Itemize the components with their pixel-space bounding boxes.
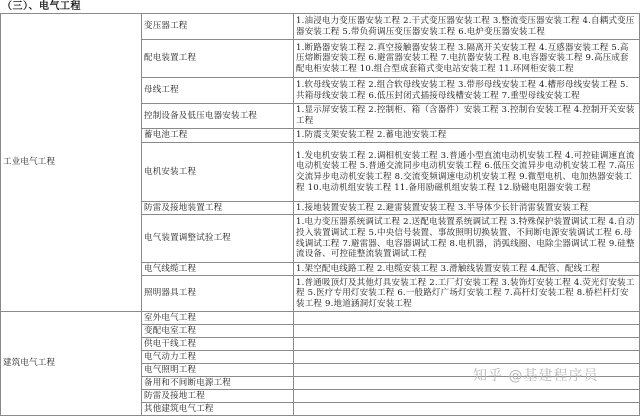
subcategory-lighting-fixtures: 照明器具工程 [142, 276, 294, 312]
items-control-low-voltage: 1.显示屏安装工程 2.控制柜、箱（含器件）安装工程 3.控制台安装工程 4.控制开关安装工程 [294, 104, 640, 129]
subcategory-transformer: 变压器工程 [142, 14, 294, 40]
items-empty [294, 351, 640, 364]
items-transformer: 1.油浸电力变压器安装工程 2.干式变压器安装工程 3.整流变压器安装工程 4.自耦式变压器安装工程 5.带负荷调压变压器安装工程 6.电炉变压器安装工程 [294, 14, 640, 40]
subcategory-other-building-electrical: 其他建筑电气工程 [142, 403, 294, 416]
subcategory-feeder-trunk: 供电干线工程 [142, 338, 294, 351]
category-building-electrical: 建筑电气工程 [1, 312, 142, 416]
subcategory-control-low-voltage: 控制设备及低压电器安装工程 [142, 104, 294, 129]
category-industrial-electrical: 工业电气工程 [1, 14, 142, 312]
items-distribution-device: 1.断路器安装工程 2.真空接触器安装工程 3.隔离开关安装工程 4.互感器安装工程 5.高压熔断器安装工程 6.避雷器安装工程 7.电抗器安装工程 8.电容器安装工程 9.高压成套配电柜安装工程 10.组合型成套箱式变电站安装工程 11.环网柜安装工程 [294, 40, 640, 78]
subcategory-cable: 电气线缆工程 [142, 263, 294, 276]
items-empty [294, 325, 640, 338]
electrical-engineering-table [0, 13, 640, 416]
items-empty [294, 390, 640, 403]
items-lightning-grounding: 1.接地装置安装工程 2.避雷装置安装工程 3.半导体少长针消雷装置安装工程 [294, 202, 640, 215]
items-empty [294, 338, 640, 351]
items-empty [294, 312, 640, 325]
items-commissioning-test: 1.电力变压器系统调试工程 2.送配电装置系统调试工程 3.特殊保护装置调试工程 4.自动投入装置调试工程 5.中央信号装置、事故照明切换装置、不间断电源安装调试工程 6.母线调试工程 7.避雷器、电容器调试工程 8.电机器，消弧线圈、电除尘器调试工程 9.硅整流设备、可控硅整流装置调试工程 [294, 215, 640, 263]
subcategory-electrical-lighting: 电气照明工程 [142, 364, 294, 377]
subcategory-lightning-grounding: 防雷及接地装置工程 [142, 202, 294, 215]
subcategory-motor-installation: 电机安装工程 [142, 143, 294, 202]
items-battery: 1.防震支架安装工程 2.蓄电池安装工程 [294, 129, 640, 143]
items-motor-installation: 1.发电机安装工程 2.调相机安装工程 3.普通小型直流电动机安装工程 4.可控硅调速直流电动机安装工程 5.普通交流同步电动机安装工程 6.低压交流异步电动机安装工程 7.高压交流异步电动机安装工程 8.交流变频调速电动机安装工程 9.微型电机、电加热器安装工程 10.电动机组安装工程 11.备用励磁机组安装工程 12.励磁电阻器安装工程 [294, 143, 640, 202]
watermark-text: 知乎 @基建程序员 [473, 368, 599, 384]
items-lighting-fixtures: 1.普通吸顶灯及其他灯具安装工程 2.工厂灯安装工程 3.装饰灯安装工程 4.荧光灯安装工程 5.医疗专用灯安装工程 6.一般路灯广场灯安装工程 7.高杆灯安装工程 8.桥栏杆灯安装工程 9.地道涵洞灯安装工程 [294, 276, 640, 312]
subcategory-backup-ups: 备用和不间断电源工程 [142, 377, 294, 390]
table-row [1, 14, 640, 40]
items-cable: 1.架空配电线路工程 2.电缆安装工程 3.滑触线装置安装工程 4.配管、配线工程 [294, 263, 640, 276]
subcategory-electrical-power: 电气动力工程 [142, 351, 294, 364]
subcategory-lightning-grounding-building: 防雷及接地工程 [142, 390, 294, 403]
items-empty [294, 403, 640, 416]
subcategory-busbar: 母线工程 [142, 78, 294, 104]
table-row [1, 312, 640, 325]
subcategory-battery: 蓄电池工程 [142, 129, 294, 143]
subcategory-outdoor-electrical: 室外电气工程 [142, 312, 294, 325]
subcategory-distribution-device: 配电装置工程 [142, 40, 294, 78]
section-title: （三）、电气工程 [2, 1, 81, 12]
items-busbar: 1.软母线安装工程 2.组合软母线安装工程 3.带形母线安装工程 4.槽形母线安装工程 5.共箱母线安装工程 6.低压封闭式插接母线槽安装工程 7.重型母线安装工程 [294, 78, 640, 104]
subcategory-substation-room: 变配电室工程 [142, 325, 294, 338]
subcategory-commissioning-test: 电气装置调整试验工程 [142, 215, 294, 263]
